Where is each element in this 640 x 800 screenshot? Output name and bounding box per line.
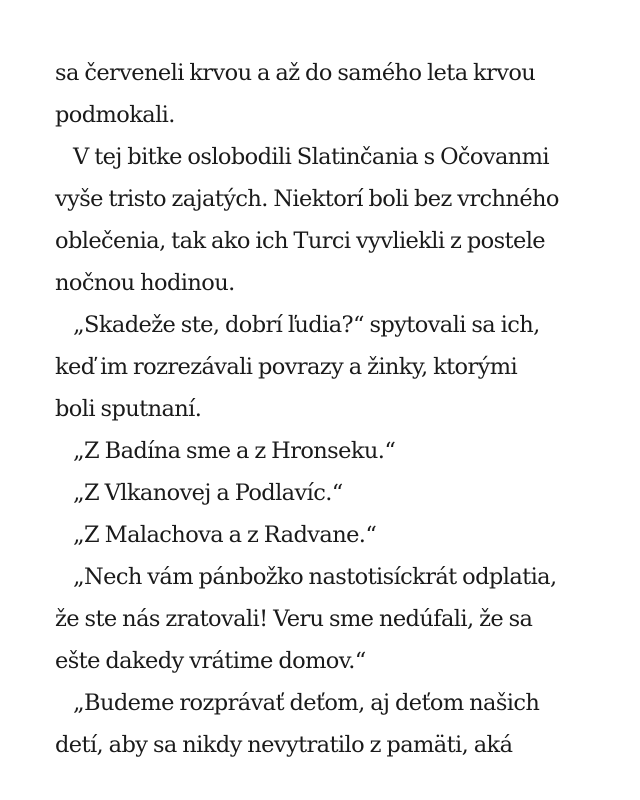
text-line: nočnou hodinou. xyxy=(55,270,235,296)
paragraph-start-line: „Z Malachova a z Radvane.“ xyxy=(73,522,377,548)
paragraph-start-line: „Budeme rozprávať deťom, aj deťom našich xyxy=(73,690,540,716)
text-line: podmokali. xyxy=(55,102,175,128)
paragraph-start-line: „Nech vám pánbožko nastotisíckrát odplatia, xyxy=(73,564,557,590)
book-page-text xyxy=(55,52,595,766)
text-line: detí, aby sa nikdy nevytratilo z pamäti, aká xyxy=(55,732,513,758)
paragraph-start-line: „Z Badína sme a z Hronseku.“ xyxy=(73,438,396,464)
paragraph-start-line: „Skadeže ste, dobrí ľudia?“ spytovali sa ich, xyxy=(73,312,540,338)
text-line: boli sputnaní. xyxy=(55,396,202,422)
paragraph-start-line: V tej bitke oslobodili Slatinčania s Očovanmi xyxy=(73,144,550,170)
text-line: že ste nás zratovali! Veru sme nedúfali, že sa xyxy=(55,606,533,632)
text-line: oblečenia, tak ako ich Turci vyvliekli z postele xyxy=(55,228,546,254)
text-line: keď im rozrezávali povrazy a žinky, ktorými xyxy=(55,354,518,380)
text-line: ešte dakedy vrátime domov.“ xyxy=(55,648,366,674)
paragraph-start-line: „Z Vlkanovej a Podlavíc.“ xyxy=(73,480,343,506)
text-line: sa červeneli krvou a až do samého leta krvou xyxy=(55,60,536,86)
text-line: vyše tristo zajatých. Niektorí boli bez vrchného xyxy=(55,186,559,212)
